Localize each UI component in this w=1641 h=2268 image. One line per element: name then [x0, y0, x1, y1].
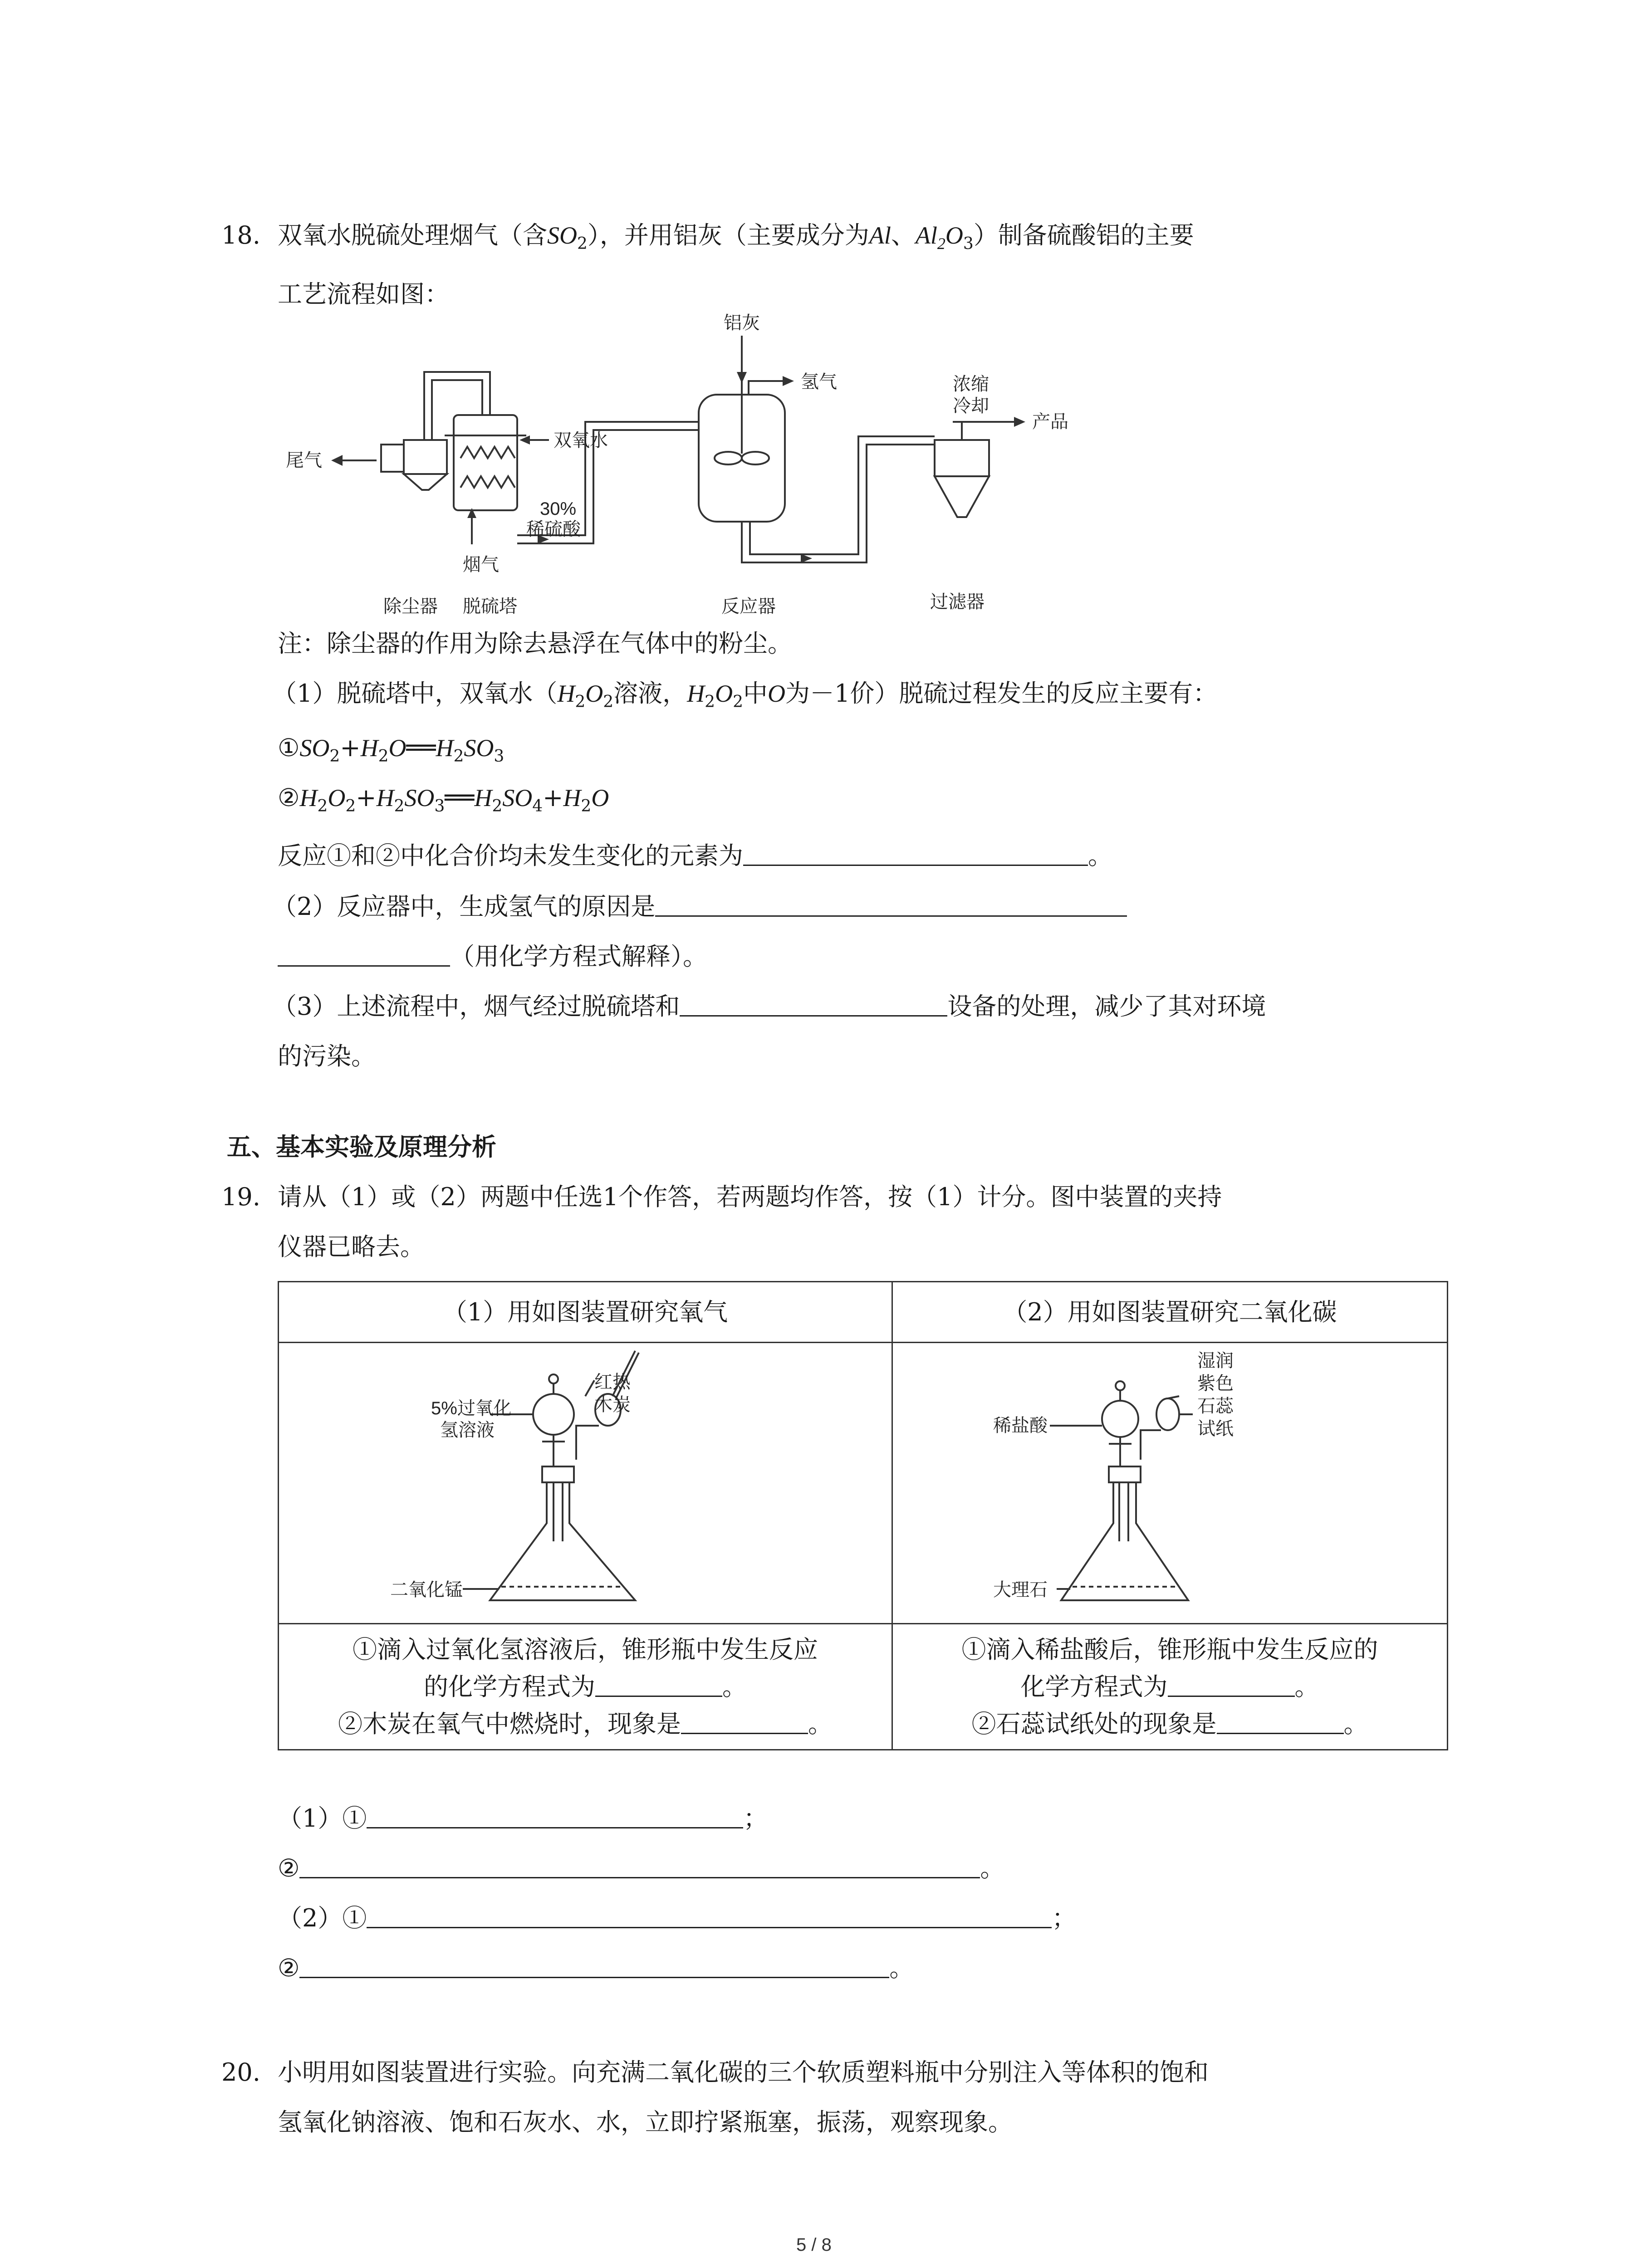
q19-answer-2-1: （2）① ；: [278, 1904, 1077, 1932]
q18-note: 注：除尘器的作用为除去悬浮在气体中的粉尘。: [278, 629, 792, 658]
answer-blank[interactable]: [743, 846, 1088, 866]
diagram-filter: 过滤器: [930, 592, 985, 612]
diagram-acid: 稀硫酸: [526, 519, 581, 539]
table-header-oxygen: （1）用如图装置研究氧气: [279, 1282, 892, 1343]
diagram-acid-pct: 30%: [540, 499, 577, 519]
diagram-product: 产品: [1032, 412, 1068, 432]
q18-part1: （1）脱硫塔中，双氧水（$H_2O_2$溶液，$H_2O_2$中O为－1价）脱硫过程发生的反应主要有：: [272, 679, 1218, 711]
answer-blank[interactable]: [367, 1809, 743, 1828]
q20-line2: 氢氧化钠溶液、饱和石灰水、水，立即拧紧瓶塞，振荡，观察现象。: [278, 2108, 1013, 2136]
q18-part3: （3）上述流程中，烟气经过脱硫塔和 设备的处理，减少了其对环境: [272, 992, 1266, 1021]
fig1-solution-1: 5%过氧化: [431, 1398, 512, 1418]
q18-intro-line2: 工艺流程如图：: [278, 280, 449, 308]
q18-part1-question: 反应①和②中化合价均未发生变化的元素为 。: [278, 841, 1112, 870]
fig2-paper-4: 试纸: [1197, 1418, 1234, 1439]
diagram-aluminum-ash: 铝灰: [724, 313, 760, 333]
questions-co2: ①滴入稀盐酸后，锥形瓶中发生反应的 化学方程式为 。 ②石蕊试纸处的现象是 。: [892, 1624, 1448, 1750]
fig2-paper-1: 湿润: [1197, 1350, 1234, 1371]
answer-blank[interactable]: [655, 897, 1127, 917]
fig2-acid: 稀盐酸: [993, 1415, 1048, 1436]
answer-blank[interactable]: [278, 947, 450, 967]
answer-blank[interactable]: [1168, 1677, 1295, 1697]
q18-part2-cont: （用化学方程式解释）。: [278, 939, 707, 974]
diagram-desulfurizer: 脱硫塔: [463, 596, 517, 616]
figure-oxygen-cell: [279, 1343, 892, 1624]
answer-blank[interactable]: [299, 1959, 889, 1978]
questions-oxygen: ①滴入过氧化氢溶液后，锥形瓶中发生反应 的化学方程式为 。 ②木炭在氧气中燃烧时，现象是 。: [279, 1624, 892, 1750]
q18-part2: （2）反应器中，生成氢气的原因是: [272, 889, 1127, 924]
q19-line2: 仪器已略去。: [278, 1232, 425, 1261]
answer-blank[interactable]: [367, 1909, 1052, 1928]
q20-line1: 小明用如图装置进行实验。向充满二氧化碳的三个软质塑料瓶中分别注入等体积的饱和: [278, 2058, 1209, 2087]
fig2-paper-3: 石蕊: [1197, 1396, 1234, 1416]
q18-process-diagram: [272, 308, 1134, 626]
q19-number: 19.: [221, 1183, 260, 1211]
q18-intro: 双氧水脱硫处理烟气（含$SO_2$），并用铝灰（主要成分为Al、$Al_2O_3$）制备硫酸铝的主要: [278, 221, 1194, 253]
q18-part3-cont: 的污染。: [278, 1042, 376, 1070]
diagram-hydrogen: 氢气: [801, 372, 837, 392]
q19-line1: 请从（1）或（2）两题中任选1个作答，若两题均作答，按（1）计分。图中装置的夹持: [278, 1183, 1222, 1211]
fig1-charcoal-2: 木炭: [594, 1394, 631, 1415]
q19-answer-1-1: （1）① ；: [278, 1804, 768, 1833]
fig1-charcoal-1: 红热: [594, 1372, 631, 1392]
q18-number: 18.: [221, 221, 260, 249]
fig1-solution-2: 氢溶液: [440, 1420, 495, 1440]
diagram-concentrate: 浓缩: [953, 374, 989, 394]
answer-blank[interactable]: [680, 997, 947, 1017]
page-number: 5 / 8: [796, 2235, 832, 2255]
q19-answer-1-2: ② 。: [278, 1854, 1005, 1882]
diagram-tail-gas: 尾气: [286, 450, 322, 470]
fig2-solid: 大理石: [993, 1579, 1048, 1600]
answer-blank[interactable]: [299, 1859, 980, 1878]
q19-answer-2-2: ② 。: [278, 1954, 914, 1982]
q18-reaction-2: $②H_2O_2+H_2SO_3══H_2SO_4+H_2O$: [278, 783, 609, 816]
oxygen-apparatus: [381, 1346, 789, 1618]
diagram-dust-remover: 除尘器: [383, 596, 438, 616]
fig2-paper-2: 紫色: [1197, 1373, 1234, 1393]
answer-blank[interactable]: [1217, 1715, 1344, 1734]
fig1-solid: 二氧化锰: [390, 1579, 463, 1600]
table-header-co2: （2）用如图装置研究二氧化碳: [892, 1282, 1448, 1343]
answer-blank[interactable]: [681, 1715, 808, 1734]
figure-co2-cell: [892, 1343, 1448, 1624]
diagram-flue-gas: 烟气: [463, 555, 499, 575]
q19-experiment-table: [278, 1281, 1448, 1750]
diagram-reactor: 反应器: [721, 596, 776, 616]
q20-number: 20.: [221, 2058, 260, 2087]
answer-blank[interactable]: [595, 1677, 722, 1697]
q18-reaction-1: $①SO_2+H_2O══H_2SO_3$: [278, 733, 505, 766]
diagram-cool: 冷却: [953, 396, 989, 416]
section-heading: 五、基本实验及原理分析: [227, 1133, 496, 1161]
diagram-h2o2: 双氧水: [554, 430, 608, 450]
co2-apparatus: [966, 1346, 1374, 1618]
